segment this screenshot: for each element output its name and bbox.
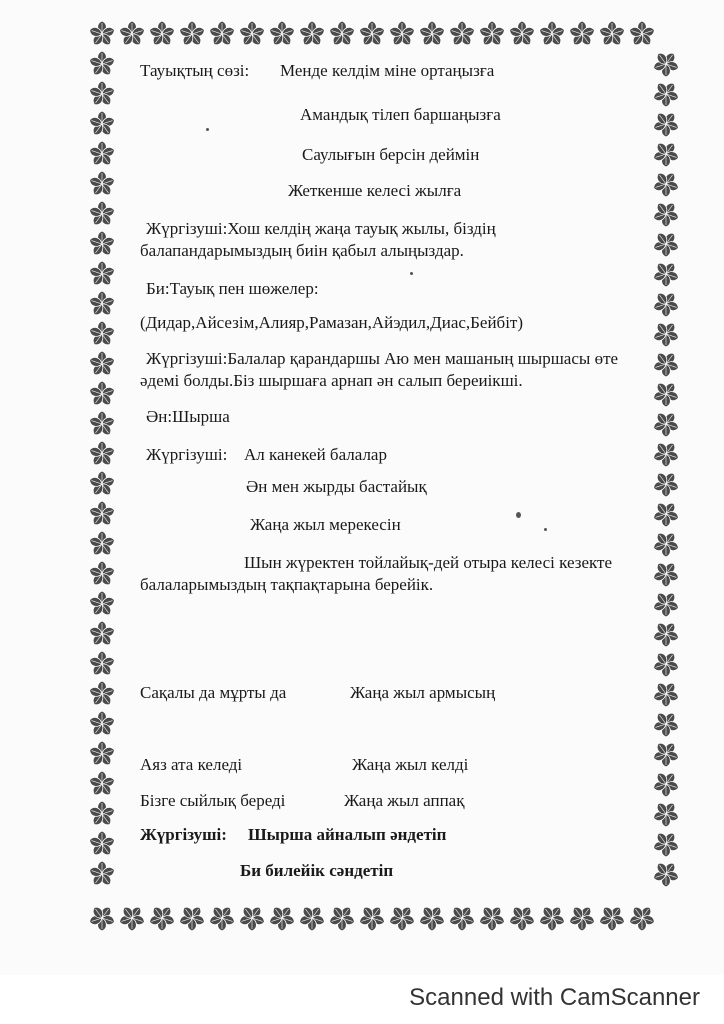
leaf-ornament (647, 45, 680, 82)
speaker-label: Жүргізуші: (146, 445, 228, 464)
leaf-ornament (358, 21, 385, 47)
leaf-ornament (647, 765, 680, 802)
leaf-ornament (473, 899, 511, 932)
poem-left: Бізге сыйлық береді (140, 791, 286, 810)
leaf-ornament (88, 111, 115, 137)
leaf-ornament (353, 899, 391, 932)
leaf-ornament (628, 21, 655, 47)
leaf-ornament (647, 225, 680, 262)
verse-line: Саулығын берсін деймін (302, 145, 480, 164)
leaf-ornament (88, 861, 115, 887)
leaf-ornament (647, 465, 680, 502)
leaf-ornament (647, 585, 680, 622)
scan-speck (206, 128, 209, 131)
leaf-ornament (647, 525, 680, 562)
leaf-ornament (568, 21, 595, 47)
document-body (140, 60, 640, 900)
participants-list: (Дидар,Айсезім,Алияр,Рамазан,Айэдил,Диас,Бейбіт) (140, 313, 524, 332)
verse-line: Ал канекей балалар (244, 445, 387, 464)
leaf-ornament (88, 741, 115, 767)
verse-line: Ән мен жырды бастайық (246, 477, 427, 496)
scan-speck (516, 512, 521, 518)
closing-line: Би билейік сәндетіп (240, 861, 394, 880)
leaf-ornament (647, 615, 680, 652)
speaker-label: Жүргізуші: (140, 825, 227, 844)
leaf-ornament (88, 201, 115, 227)
leaf-ornament (647, 705, 680, 742)
leaf-ornament (478, 21, 505, 47)
leaf-ornament (647, 345, 680, 382)
leaf-ornament (647, 855, 680, 892)
scan-speck (410, 272, 413, 275)
leaf-ornament (88, 561, 115, 587)
verse-line: Жеткенше келесі жылға (288, 181, 462, 200)
verse-line: Жаңа жыл мерекесін (250, 515, 401, 534)
leaf-ornament (143, 899, 181, 932)
leaf-ornament (88, 501, 115, 527)
leaf-ornament (647, 255, 680, 292)
poem-right: Жаңа жыл аппақ (344, 791, 465, 810)
leaf-ornament (208, 21, 235, 47)
leaf-ornament (598, 21, 625, 47)
leaf-ornament (647, 825, 680, 862)
leaf-ornament (113, 899, 151, 932)
leaf-ornament (388, 21, 415, 47)
speaker-label: Тауықтың сөзі: (140, 61, 250, 80)
leaf-ornament (323, 899, 361, 932)
leaf-ornament (203, 899, 241, 932)
leaf-ornament (538, 21, 565, 47)
leaf-ornament (88, 651, 115, 677)
leaf-ornament (508, 21, 535, 47)
poem-right: Жаңа жыл келді (352, 755, 469, 774)
leaf-ornament (647, 195, 680, 232)
leaf-ornament (178, 21, 205, 47)
leaf-ornament (647, 675, 680, 712)
leaf-ornament (647, 165, 680, 202)
leaf-ornament (647, 735, 680, 772)
leaf-ornament (647, 75, 680, 112)
verse-line: Менде келдім міне ортаңызға (280, 61, 495, 80)
host-line: Жүргізуші:Балалар қарандаршы Аю мен машаның шыршасы өте (146, 349, 619, 368)
leaf-ornament (647, 495, 680, 532)
leaf-ornament (88, 591, 115, 617)
leaf-ornament (88, 351, 115, 377)
leaf-ornament (647, 315, 680, 352)
leaf-ornament (238, 21, 265, 47)
leaf-ornament (328, 21, 355, 47)
host-line: Шын жүректен тойлайық-дей отыра келесі кезекте (244, 553, 613, 572)
host-line: балапандарымыздың биін қабыл алыңыздар. (140, 241, 464, 260)
leaf-ornament (88, 899, 121, 932)
leaf-ornament (88, 381, 115, 407)
leaf-ornament (88, 411, 115, 437)
leaf-ornament (88, 81, 115, 107)
leaf-ornament (88, 171, 115, 197)
leaf-ornament (88, 321, 115, 347)
leaf-ornament (148, 21, 175, 47)
leaf-ornament (268, 21, 295, 47)
leaf-ornament (88, 141, 115, 167)
leaf-ornament (88, 51, 115, 77)
poem-right: Жаңа жыл армысың (350, 683, 496, 702)
leaf-ornament (173, 899, 211, 932)
leaf-ornament (443, 899, 481, 932)
leaf-ornament (88, 261, 115, 287)
leaf-ornament (293, 899, 331, 932)
leaf-ornament (88, 231, 115, 257)
verse-line: Амандық тілеп баршаңызға (300, 105, 501, 124)
leaf-ornament (88, 711, 115, 737)
leaf-ornament (647, 285, 680, 322)
leaf-ornament (647, 375, 680, 412)
leaf-ornament (647, 105, 680, 142)
camscanner-watermark: Scanned with CamScanner (409, 984, 700, 1011)
leaf-ornament (88, 621, 115, 647)
host-line: Жүргізуші:Хош келдің жаңа тауық жылы, біздің (146, 219, 496, 238)
leaf-ornament (88, 771, 115, 797)
leaf-ornament (88, 21, 115, 47)
leaf-ornament (88, 681, 115, 707)
leaf-ornament (503, 899, 541, 932)
leaf-ornament (647, 405, 680, 442)
leaf-ornament (647, 645, 680, 682)
host-line: балаларымыздың тақпақтарына берейік. (140, 575, 434, 594)
leaf-ornament (647, 135, 680, 172)
leaf-ornament (88, 441, 115, 467)
leaf-ornament (88, 831, 115, 857)
leaf-ornament (88, 801, 115, 827)
leaf-ornament (413, 899, 451, 932)
leaf-ornament (647, 555, 680, 592)
leaf-ornament (383, 899, 421, 932)
poem-left: Сақалы да мұрты да (140, 683, 287, 702)
poem-left: Аяз ата келеді (140, 755, 243, 774)
leaf-ornament (533, 899, 571, 932)
leaf-ornament (233, 899, 271, 932)
leaf-ornament (418, 21, 445, 47)
scan-speck (544, 528, 547, 531)
leaf-ornament (647, 435, 680, 472)
leaf-ornament (448, 21, 475, 47)
leaf-ornament (88, 291, 115, 317)
leaf-ornament (263, 899, 301, 932)
leaf-ornament (623, 899, 661, 932)
leaf-ornament (593, 899, 631, 932)
leaf-ornament (298, 21, 325, 47)
dance-title: Би:Тауық пен шөжелер: (146, 279, 319, 298)
closing-line: Шырша айналып әндетіп (248, 825, 447, 844)
host-line: әдемі болды.Біз шыршаға арнап ән салып береиікші. (140, 371, 523, 390)
leaf-ornament (118, 21, 145, 47)
leaf-ornament (647, 795, 680, 832)
song-title: Ән:Шырша (146, 407, 230, 426)
leaf-ornament (88, 531, 115, 557)
leaf-ornament (563, 899, 601, 932)
leaf-ornament (88, 471, 115, 497)
